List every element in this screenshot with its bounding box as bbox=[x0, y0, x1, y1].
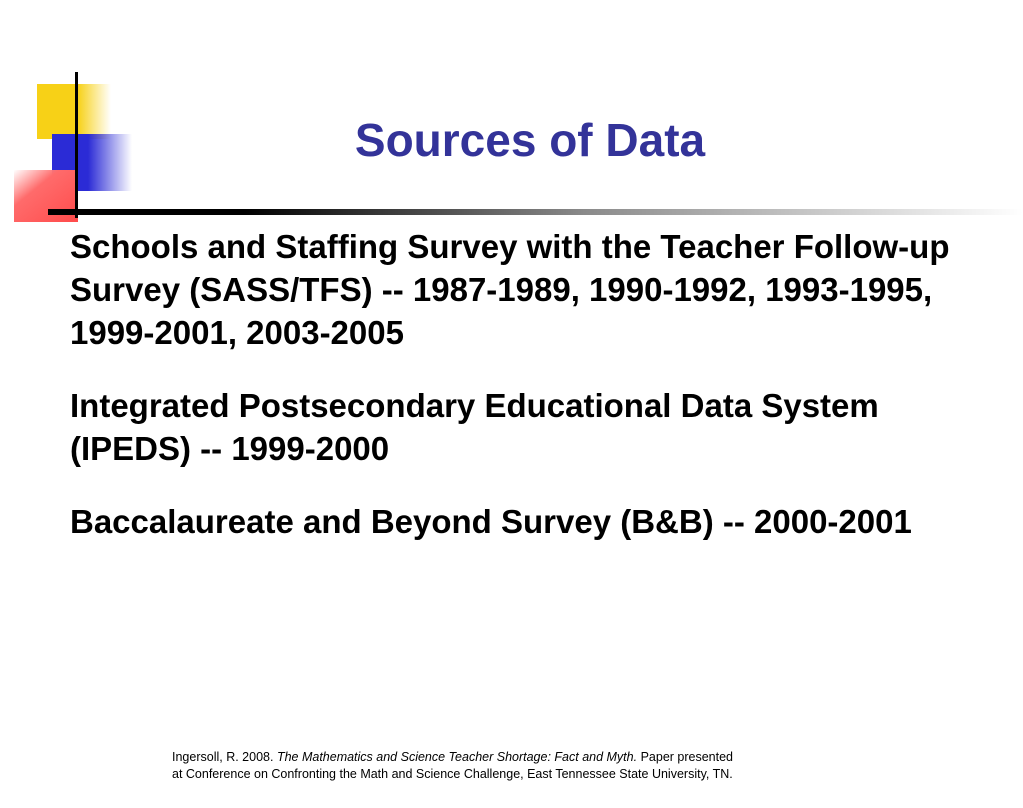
slide-title: Sources of Data bbox=[354, 114, 706, 166]
source-item-bb: Baccalaureate and Beyond Survey (B&B) -- 2000-2001 bbox=[70, 503, 912, 540]
title-underline-rule bbox=[48, 209, 1023, 215]
citation-work-title: The Mathematics and Science Teacher Shortage: Fact and Myth. bbox=[276, 750, 638, 764]
citation-rest-line2: at Conference on Confronting the Math and Science Challenge, East Tennessee State University, TN. bbox=[172, 767, 733, 781]
source-item-sass-tfs: Schools and Staffing Survey with the Teacher Follow-up Survey (SASS/TFS) -- 1987-1989, 1990-1992, 1993-1995, 1999-2001, 2003-2005 bbox=[70, 228, 950, 351]
citation-author: Ingersoll, R. 2008. bbox=[172, 750, 274, 764]
citation-rest-line1: Paper presented bbox=[640, 750, 734, 764]
citation-footnote bbox=[172, 749, 872, 783]
source-list bbox=[70, 225, 970, 543]
source-item-ipeds: Integrated Postsecondary Educational Data System (IPEDS) -- 1999-2000 bbox=[70, 387, 879, 467]
